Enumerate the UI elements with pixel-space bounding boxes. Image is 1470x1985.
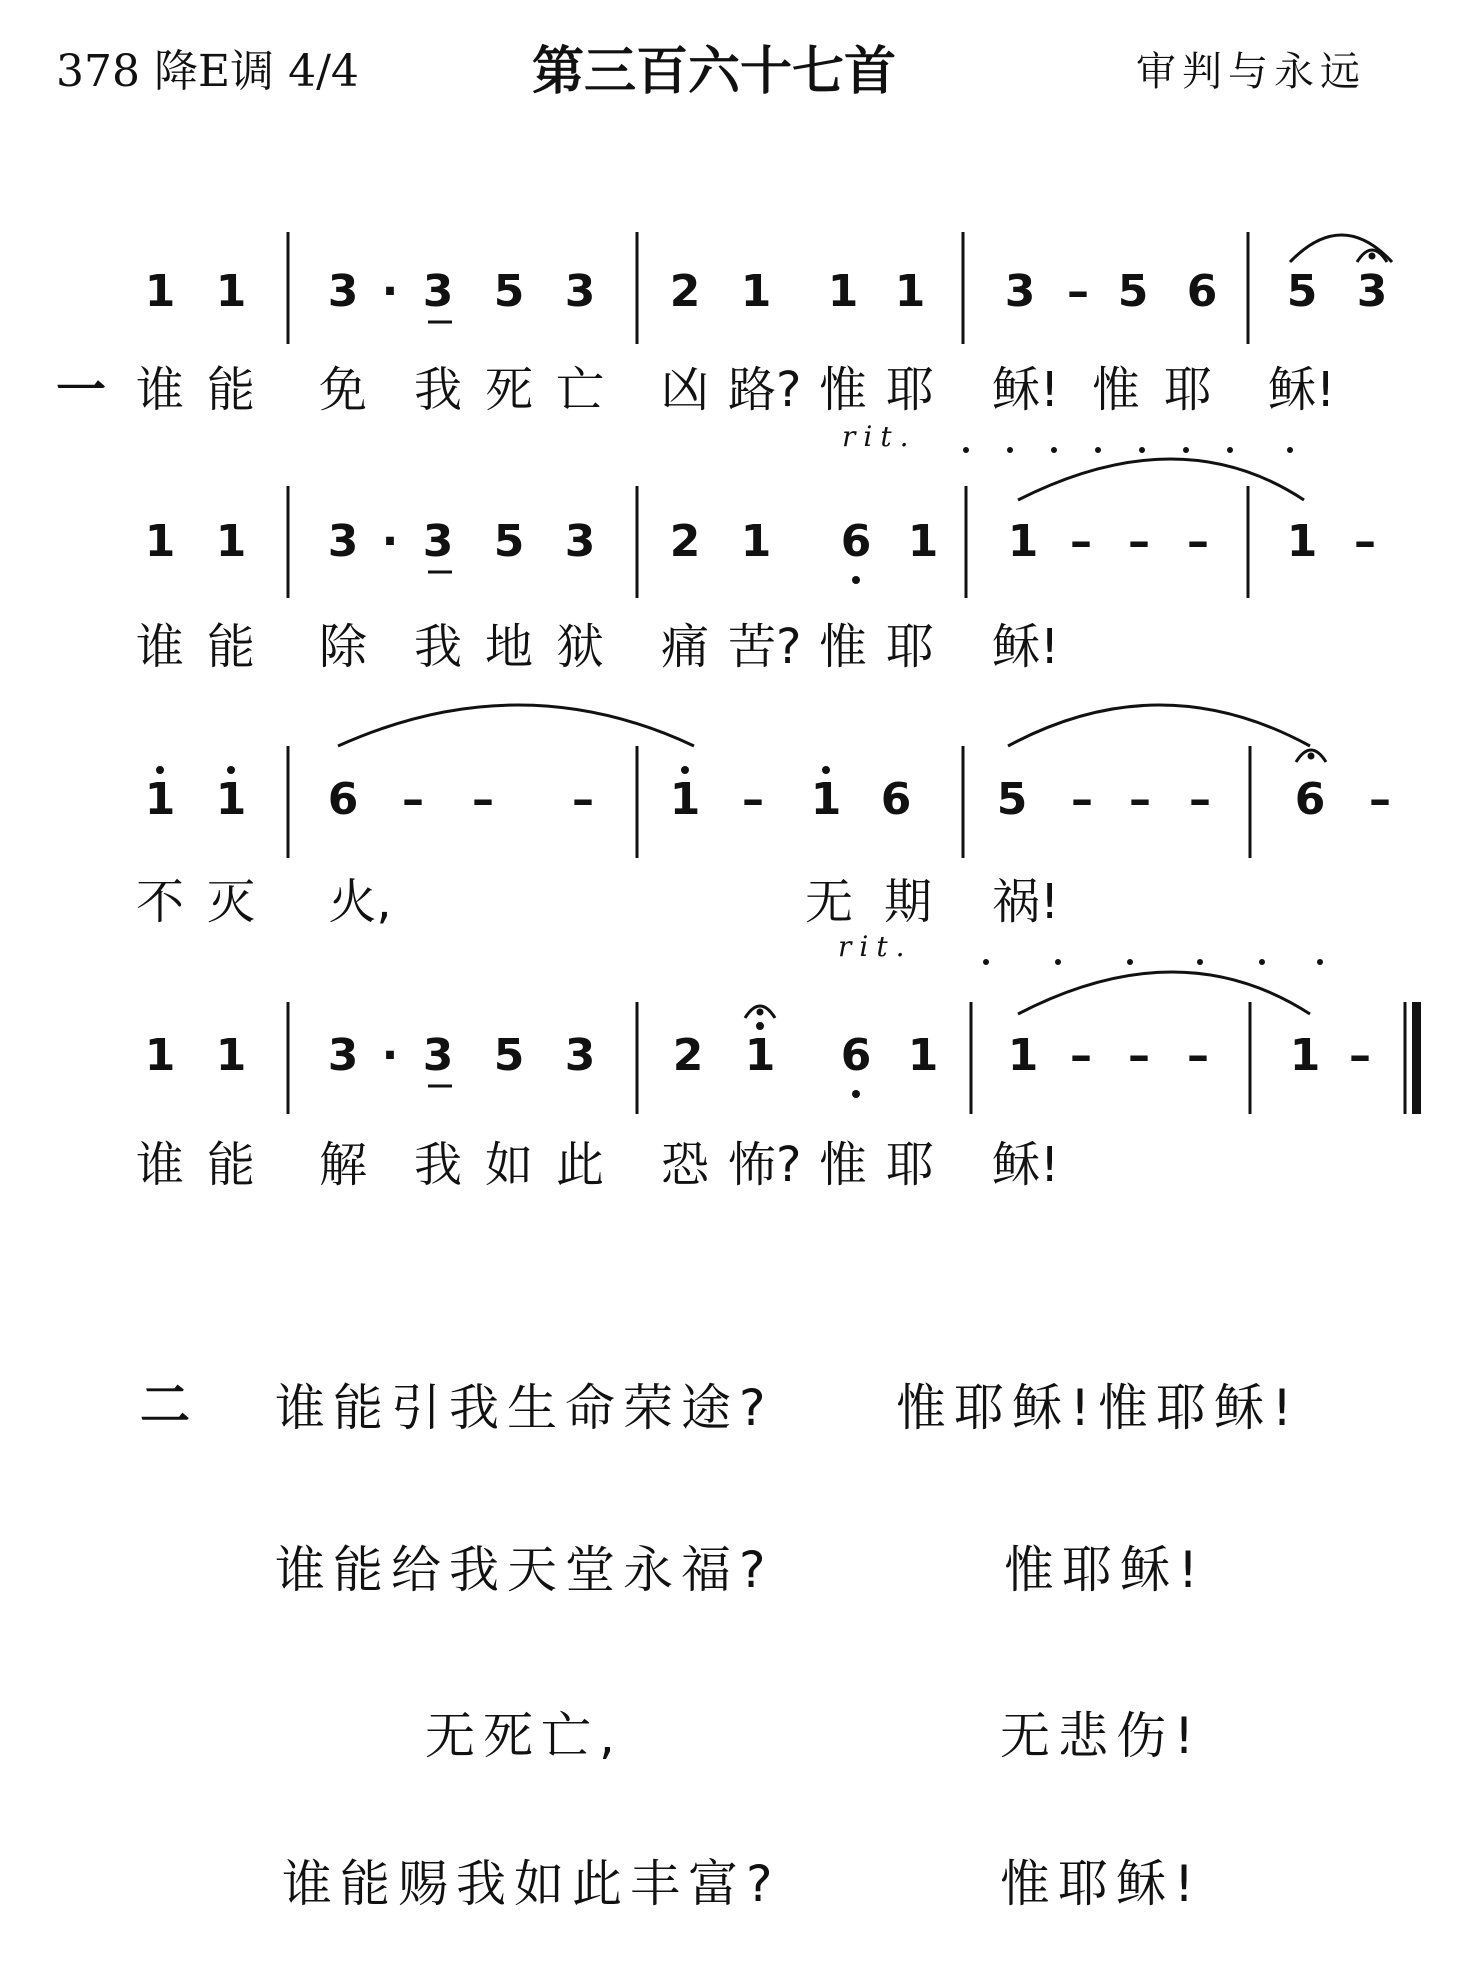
note: 1 — [144, 1030, 176, 1081]
dot-mark: · — [381, 516, 399, 567]
note: 1 — [740, 266, 772, 317]
note: 6 — [840, 516, 872, 567]
dash-mark: – — [1187, 1030, 1209, 1081]
lyric: 火, — [328, 874, 392, 930]
note: 5 — [493, 516, 525, 567]
note: 6 — [880, 774, 912, 825]
dash-mark: – — [1128, 1030, 1150, 1081]
note: 1 — [894, 266, 926, 317]
dash-mark: – — [1187, 516, 1209, 567]
dash-mark: – — [1189, 774, 1211, 825]
note: 3 — [327, 516, 359, 567]
lyric: 能 — [206, 619, 255, 675]
rit-dot — [1317, 959, 1323, 965]
note: 5 — [493, 1030, 525, 1081]
note: 1 — [1289, 1030, 1321, 1081]
note: 3 — [422, 1030, 454, 1081]
lyric: 怖? — [728, 1137, 802, 1193]
slur — [1018, 972, 1310, 1014]
lyric: 能 — [206, 362, 255, 418]
lyric: 惟 — [818, 1137, 867, 1193]
high-octave-dot — [227, 766, 235, 774]
rit-dot — [1055, 959, 1061, 965]
verse-line-right: 惟耶稣! — [1004, 1541, 1207, 1599]
verse-number: 二 — [140, 1376, 190, 1434]
lyric: 解 — [318, 1137, 367, 1193]
slur — [1290, 235, 1392, 262]
high-octave-dot — [156, 766, 164, 774]
dash-mark: – — [402, 774, 424, 825]
note: 3 — [422, 266, 454, 317]
dash-mark: – — [1129, 774, 1151, 825]
rit-dot — [1227, 447, 1233, 453]
high-octave-dot — [756, 1022, 764, 1030]
rit-dot — [1095, 447, 1101, 453]
note: 3 — [564, 266, 596, 317]
hymn-title: 第三百六十七首 — [532, 42, 897, 102]
fermata-dot — [757, 1009, 764, 1016]
note: 5 — [1117, 266, 1149, 317]
note: 1 — [810, 774, 842, 825]
lyric: 除 — [318, 619, 367, 675]
verse-line-left: 谁能给我天堂永福? — [275, 1541, 774, 1599]
lyric: 痛 — [660, 619, 709, 675]
note: 3 — [327, 266, 359, 317]
dash-mark: – — [472, 774, 494, 825]
verse-line-left: 谁能赐我如此丰富? — [282, 1855, 781, 1913]
lyric: 惟 — [818, 619, 867, 675]
dot-mark: · — [381, 266, 399, 317]
lyric: 不 — [135, 874, 184, 930]
note: 5 — [996, 774, 1028, 825]
note: 1 — [215, 774, 247, 825]
rit-dot — [1127, 959, 1133, 965]
dash-mark: – — [1369, 774, 1391, 825]
note: 3 — [564, 516, 596, 567]
note: 3 — [1356, 266, 1388, 317]
note: 1 — [1286, 516, 1318, 567]
dot-mark: · — [381, 1030, 399, 1081]
rit-dot — [1051, 447, 1057, 453]
note: 3 — [1004, 266, 1036, 317]
hymn-category: 审判与永远 — [1136, 49, 1366, 95]
note: 3 — [422, 516, 454, 567]
dash-mark: – — [1070, 1030, 1092, 1081]
lyric: 稣! — [992, 1137, 1060, 1193]
note: 5 — [1286, 266, 1318, 317]
note: 6 — [327, 774, 359, 825]
note: 3 — [564, 1030, 596, 1081]
note: 1 — [740, 516, 772, 567]
lyric: 耶 — [885, 619, 934, 675]
fermata-dot — [1369, 253, 1376, 260]
note: 1 — [144, 774, 176, 825]
rit-marking: rit. — [838, 930, 913, 963]
verse-line-left: 无死亡, — [425, 1707, 623, 1765]
note: 2 — [669, 266, 701, 317]
lyric: 我 — [413, 1137, 462, 1193]
lyric: 耶 — [885, 1137, 934, 1193]
lyric: 免 — [318, 362, 367, 418]
slur — [338, 705, 694, 746]
rit-dot — [1259, 959, 1265, 965]
note: 1 — [907, 516, 939, 567]
dash-mark: – — [572, 774, 594, 825]
lyric: 如 — [484, 1137, 533, 1193]
verse-line-right: 惟耶稣!惟耶稣! — [896, 1379, 1301, 1437]
note: 1 — [144, 266, 176, 317]
lyric: 苦? — [728, 619, 802, 675]
lyric: 谁 — [135, 619, 184, 675]
note: 1 — [144, 516, 176, 567]
lyric: 耶 — [1163, 362, 1212, 418]
note: 1 — [215, 1030, 247, 1081]
lyric: 地 — [484, 619, 533, 675]
rit-dot — [1007, 447, 1013, 453]
verse-line-right: 惟耶稣! — [1000, 1855, 1203, 1913]
note: 2 — [672, 1030, 704, 1081]
rit-dot — [1139, 447, 1145, 453]
lyric: 谁 — [135, 362, 184, 418]
dash-mark: – — [1071, 774, 1093, 825]
rit-marking: rit. — [842, 420, 917, 453]
high-octave-dot — [681, 766, 689, 774]
dash-mark: – — [1067, 266, 1089, 317]
note: 6 — [1186, 266, 1218, 317]
hymn-number-key-meter: 378 降E调 4/4 — [56, 46, 359, 97]
lyric: 死 — [484, 362, 533, 418]
high-octave-dot — [822, 766, 830, 774]
note: 1 — [1007, 516, 1039, 567]
lyric: 狱 — [555, 619, 604, 675]
dash-mark: – — [1070, 516, 1092, 567]
lyric: 凶 — [660, 362, 709, 418]
note: 2 — [669, 516, 701, 567]
final-bar-thick — [1412, 1002, 1421, 1114]
rit-dot — [1183, 447, 1189, 453]
dash-mark: – — [742, 774, 764, 825]
note: 1 — [1007, 1030, 1039, 1081]
dash-mark: – — [1354, 516, 1376, 567]
note: 1 — [907, 1030, 939, 1081]
lyric: 此 — [555, 1137, 604, 1193]
note: 1 — [215, 516, 247, 567]
lyric: 恐 — [660, 1137, 709, 1193]
lyric: 我 — [413, 619, 462, 675]
lyric: 谁 — [135, 1137, 184, 1193]
low-octave-dot — [852, 1090, 860, 1098]
lyric: 亡 — [555, 362, 604, 418]
lyric: 惟 — [818, 362, 867, 418]
rit-dot — [1287, 447, 1293, 453]
note: 1 — [215, 266, 247, 317]
lyric: 灭 — [206, 874, 255, 930]
verse-number: 一 — [56, 361, 106, 419]
note: 6 — [1294, 774, 1326, 825]
dash-mark: – — [1128, 516, 1150, 567]
note: 1 — [669, 774, 701, 825]
note: 6 — [840, 1030, 872, 1081]
note: 1 — [744, 1030, 776, 1081]
slur — [1008, 705, 1310, 746]
verse-line-left: 谁能引我生命荣途? — [275, 1379, 774, 1437]
low-octave-dot — [852, 576, 860, 584]
lyric: 路? — [728, 362, 802, 418]
verse-line-right: 无悲伤! — [1000, 1707, 1203, 1765]
slur — [1018, 459, 1304, 500]
note: 1 — [827, 266, 859, 317]
lyric: 我 — [413, 362, 462, 418]
rit-dot — [963, 447, 969, 453]
lyric: 无 — [804, 874, 853, 930]
lyric: 稣! — [1268, 362, 1336, 418]
lyric: 期 — [883, 874, 932, 930]
lyric: 惟 — [1091, 362, 1140, 418]
rit-dot — [1197, 959, 1203, 965]
dash-mark: – — [1349, 1030, 1371, 1081]
fermata-dot — [1308, 753, 1315, 760]
lyric: 祸! — [992, 874, 1060, 930]
lyric: 稣! — [992, 619, 1060, 675]
note: 5 — [493, 266, 525, 317]
lyric: 能 — [206, 1137, 255, 1193]
rit-dot — [983, 959, 989, 965]
lyric: 耶 — [885, 362, 934, 418]
note: 3 — [327, 1030, 359, 1081]
lyric: 稣! — [992, 362, 1060, 418]
